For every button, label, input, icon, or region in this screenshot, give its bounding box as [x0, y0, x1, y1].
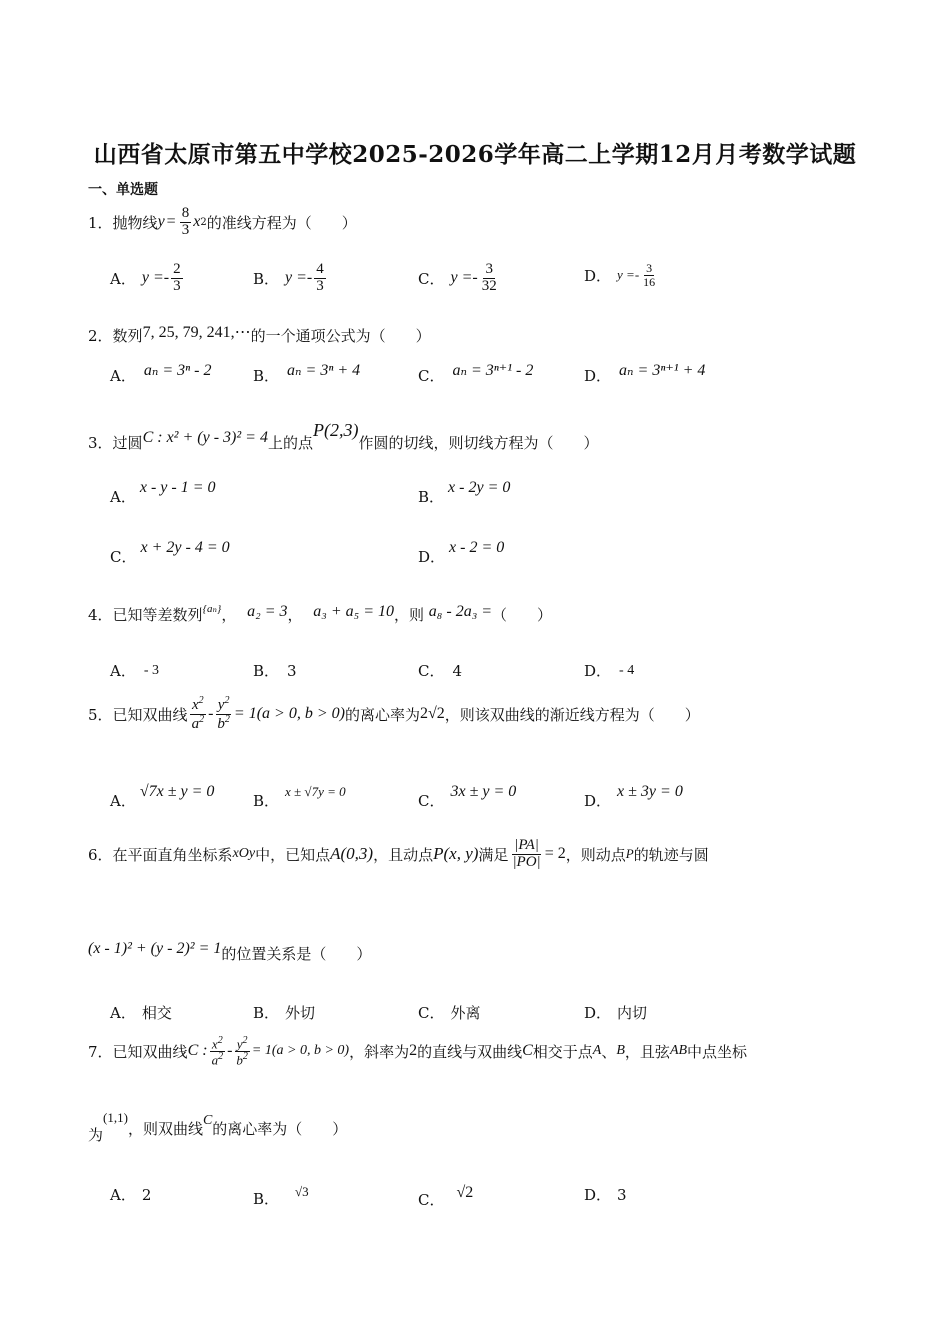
option-d[interactable]: D．x ± 3y = 0	[584, 783, 683, 810]
option-b[interactable]: B． 外切	[253, 1004, 316, 1022]
option-b[interactable]: B．x - 2y = 0	[418, 479, 511, 506]
question-number: 4．	[88, 606, 113, 624]
question-text: 的准线方程为（ ）	[206, 213, 357, 232]
question-number: 3．	[88, 434, 113, 452]
question-number: 5．	[88, 705, 113, 724]
option-c[interactable]: C． aₙ = 3ⁿ⁺¹ - 2	[418, 362, 534, 385]
question-2: 2．数列7, 25, 79, 241,⋯的一个通项公式为（ ）	[88, 324, 431, 345]
option-b[interactable]: B． 3	[253, 662, 297, 680]
fraction: $\frac{y^2}{b^2}$	[236, 1035, 248, 1068]
option-d[interactable]: D．x - 2 = 0	[418, 539, 505, 566]
option-b[interactable]: B． aₙ = 3ⁿ + 4	[253, 362, 361, 385]
option-d[interactable]: D． 内切	[584, 1004, 648, 1022]
option-d[interactable]: D． aₙ = 3ⁿ⁺¹ + 4	[584, 362, 706, 385]
option-d[interactable]: D． y =- $\frac{3}{16}$	[584, 261, 656, 289]
question-number: 2．	[88, 327, 113, 345]
question-6: 6． 在平面直角坐标系 xOy 中，已知点 A(0,3) ，且动点 P(x, y) 满足 $\frac{|PA|}{|PO|}$ = 2 ，则动点 P 的轨迹与圆	[88, 837, 709, 870]
question-7-continued: 为(1,1)，则双曲线C的离心率为（ ）	[88, 1110, 348, 1144]
option-a[interactable]: A．x - y - 1 = 0	[110, 479, 216, 506]
option-c[interactable]: C． y =- $\frac{3}{32}$	[418, 261, 497, 294]
option-d[interactable]: D． 3	[584, 1186, 627, 1204]
option-a[interactable]: A． - 3	[110, 662, 160, 680]
option-a[interactable]: A． 相交	[110, 1004, 172, 1022]
question-number: 6．	[88, 845, 113, 864]
fraction: $\frac{x^2}{a^2}$	[211, 1035, 224, 1068]
fraction: $\frac{x^2}{a^2}$	[191, 695, 205, 732]
question-5: 5． 已知双曲线 $\frac{x^2}{a^2}$ - $\frac{y^2}{b^2}$ = 1(a > 0, b > 0) 的离心率为 2√2 ，则该双曲线的渐近线方程为（ ）	[88, 695, 700, 732]
option-d[interactable]: D． - 4	[584, 662, 635, 680]
option-a[interactable]: A． 2	[110, 1186, 152, 1204]
fraction: $\frac{8}{3}$	[181, 205, 190, 238]
question-6-continued: (x - 1)² + (y - 2)² = 1的位置关系是（ ）	[88, 940, 372, 963]
option-c[interactable]: C． √2	[418, 1184, 474, 1209]
option-a[interactable]: A． y =- $\frac{2}{3}$	[110, 261, 181, 294]
question-number: 1．	[88, 213, 113, 232]
section-heading: 一、单选题	[88, 182, 158, 198]
option-b[interactable]: B． y =- $\frac{4}{3}$	[253, 261, 324, 294]
question-text: 抛物线	[112, 213, 158, 232]
option-a[interactable]: A． aₙ = 3ⁿ - 2	[110, 362, 212, 385]
fraction: $\frac{|PA|}{|PO|}$	[512, 837, 541, 870]
question-number: 7．	[88, 1042, 113, 1061]
option-a[interactable]: A．√7x ± y = 0	[110, 783, 215, 810]
option-c[interactable]: C． 外离	[418, 1004, 481, 1022]
page-title: 山西省太原市第五中学校2025-2026学年高二上学期12月月考数学试题	[93, 141, 857, 168]
option-c[interactable]: C．3x ± y = 0	[418, 783, 517, 810]
option-c[interactable]: C．x + 2y - 4 = 0	[110, 539, 230, 566]
fraction: $\frac{y^2}{b^2}$	[217, 695, 230, 732]
question-3: 3．过圆C : x² + (y - 3)² = 4上的点P(2,3)作圆的切线，则切线方程为（ ）	[88, 420, 599, 452]
option-c[interactable]: C． 4	[418, 662, 463, 680]
option-b[interactable]: B． √3	[253, 1184, 309, 1208]
question-1: 1． 抛物线 y = $\frac{8}{3}$ x 2 的准线方程为（ ）	[88, 205, 357, 238]
question-4: 4．已知等差数列$^{\{a_n\}}$， a₂ = 3， a₃ + a₅ = 10，则 a₈ - 2a₃ =（ ）	[88, 603, 553, 624]
option-b[interactable]: B．x ± √7y = 0	[253, 784, 346, 810]
question-7: 7． 已知双曲线 C : $\frac{x^2}{a^2}$ - $\frac{y^2}{b^2}$ = 1(a > 0, b > 0) ，斜率为 2 的直线与双曲线 C 相交于点 A 、 B ，且弦 AB 中点坐标	[88, 1035, 748, 1068]
